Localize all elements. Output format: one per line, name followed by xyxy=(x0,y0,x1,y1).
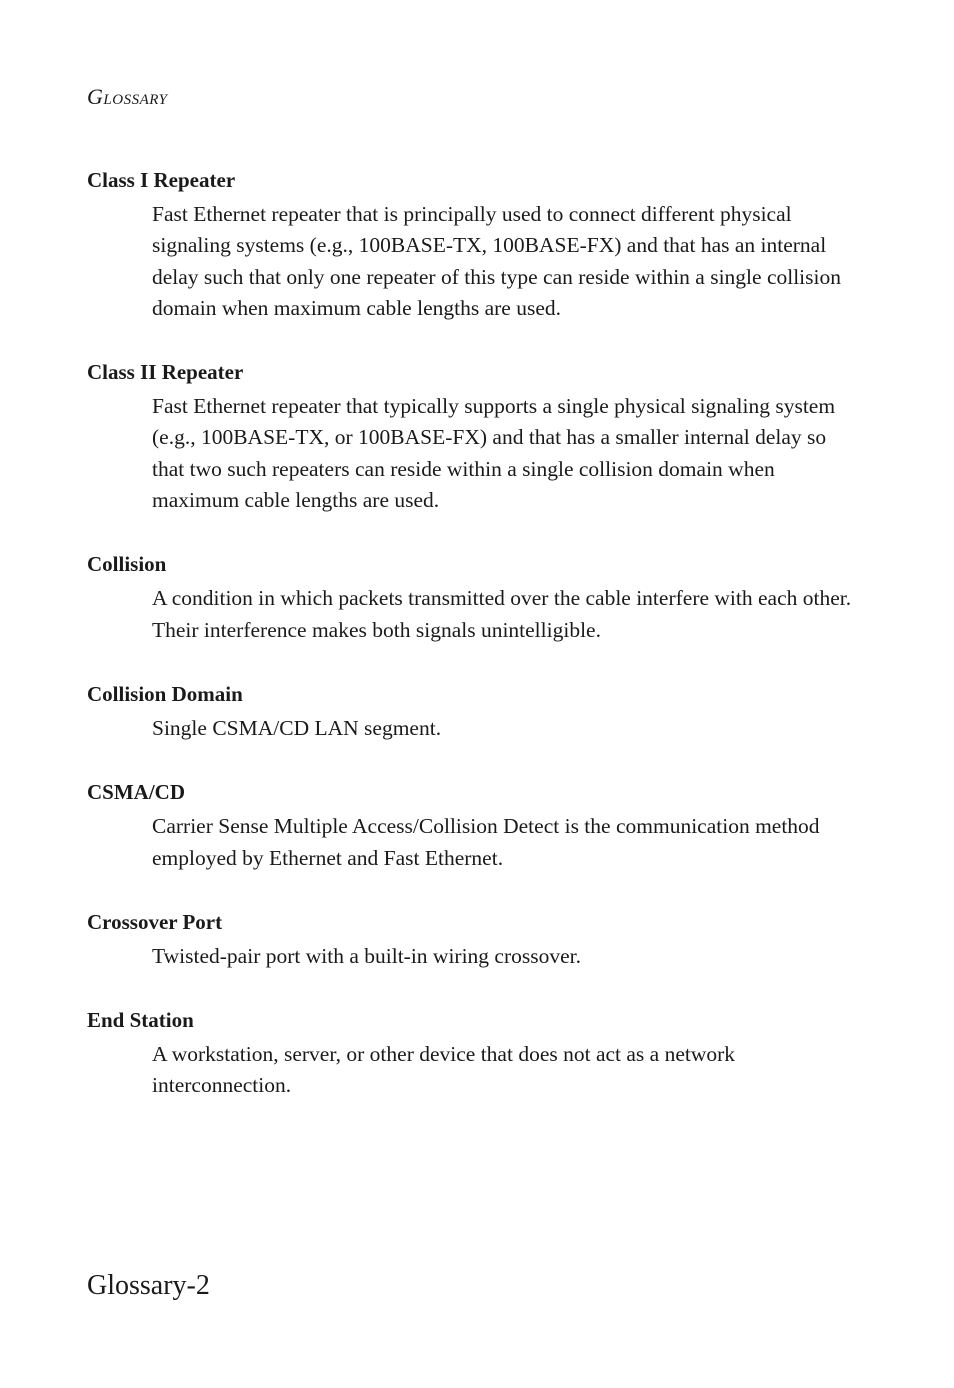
glossary-entry xyxy=(87,908,847,972)
glossary-entry xyxy=(87,778,847,874)
glossary-definition: Fast Ethernet repeater that typically supports a single physical signaling system (e.g., 100BASE-TX, or 100BASE-FX) and that has a smaller internal delay so that two such repeaters can reside within a single collision domain when maximum cable lengths are used. xyxy=(152,394,836,513)
glossary-term: Crossover Port xyxy=(87,909,223,934)
glossary-entry xyxy=(87,358,847,516)
glossary-definition: A workstation, server, or other device that does not act as a network interconnection. xyxy=(152,1042,736,1098)
glossary-definition: Twisted-pair port with a built-in wiring crossover. xyxy=(152,943,582,968)
glossary-definition: Fast Ethernet repeater that is principally used to connect different physical signaling systems (e.g., 100BASE-TX, 100BASE-FX) and that has an internal delay such that only one repeater of this type can reside within a single collision domain when maximum cable lengths are used. xyxy=(152,202,841,320)
running-header: Glossary xyxy=(87,84,168,109)
glossary-definition: A condition in which packets transmitted over the cable interfere with each other. Their interference makes both signals unintelligible. xyxy=(152,586,852,642)
glossary-entry xyxy=(87,166,847,324)
glossary-term: CSMA/CD xyxy=(87,780,185,805)
glossary-entries xyxy=(87,166,852,1136)
glossary-definition: Carrier Sense Multiple Access/Collision Detect is the communication method employed by Ethernet and Fast Ethernet. xyxy=(152,814,820,870)
glossary-definition: Single CSMA/CD LAN segment. xyxy=(152,715,442,740)
glossary-entry xyxy=(87,1006,847,1102)
glossary-term: End Station xyxy=(87,1008,194,1033)
page-number: Glossary-2 xyxy=(87,1270,210,1301)
glossary-term: Class II Repeater xyxy=(87,360,244,385)
glossary-term: Collision xyxy=(87,552,167,577)
glossary-entry xyxy=(87,550,852,646)
glossary-entry xyxy=(87,680,847,744)
glossary-term: Class I Repeater xyxy=(87,168,236,192)
glossary-term: Collision Domain xyxy=(87,681,243,706)
